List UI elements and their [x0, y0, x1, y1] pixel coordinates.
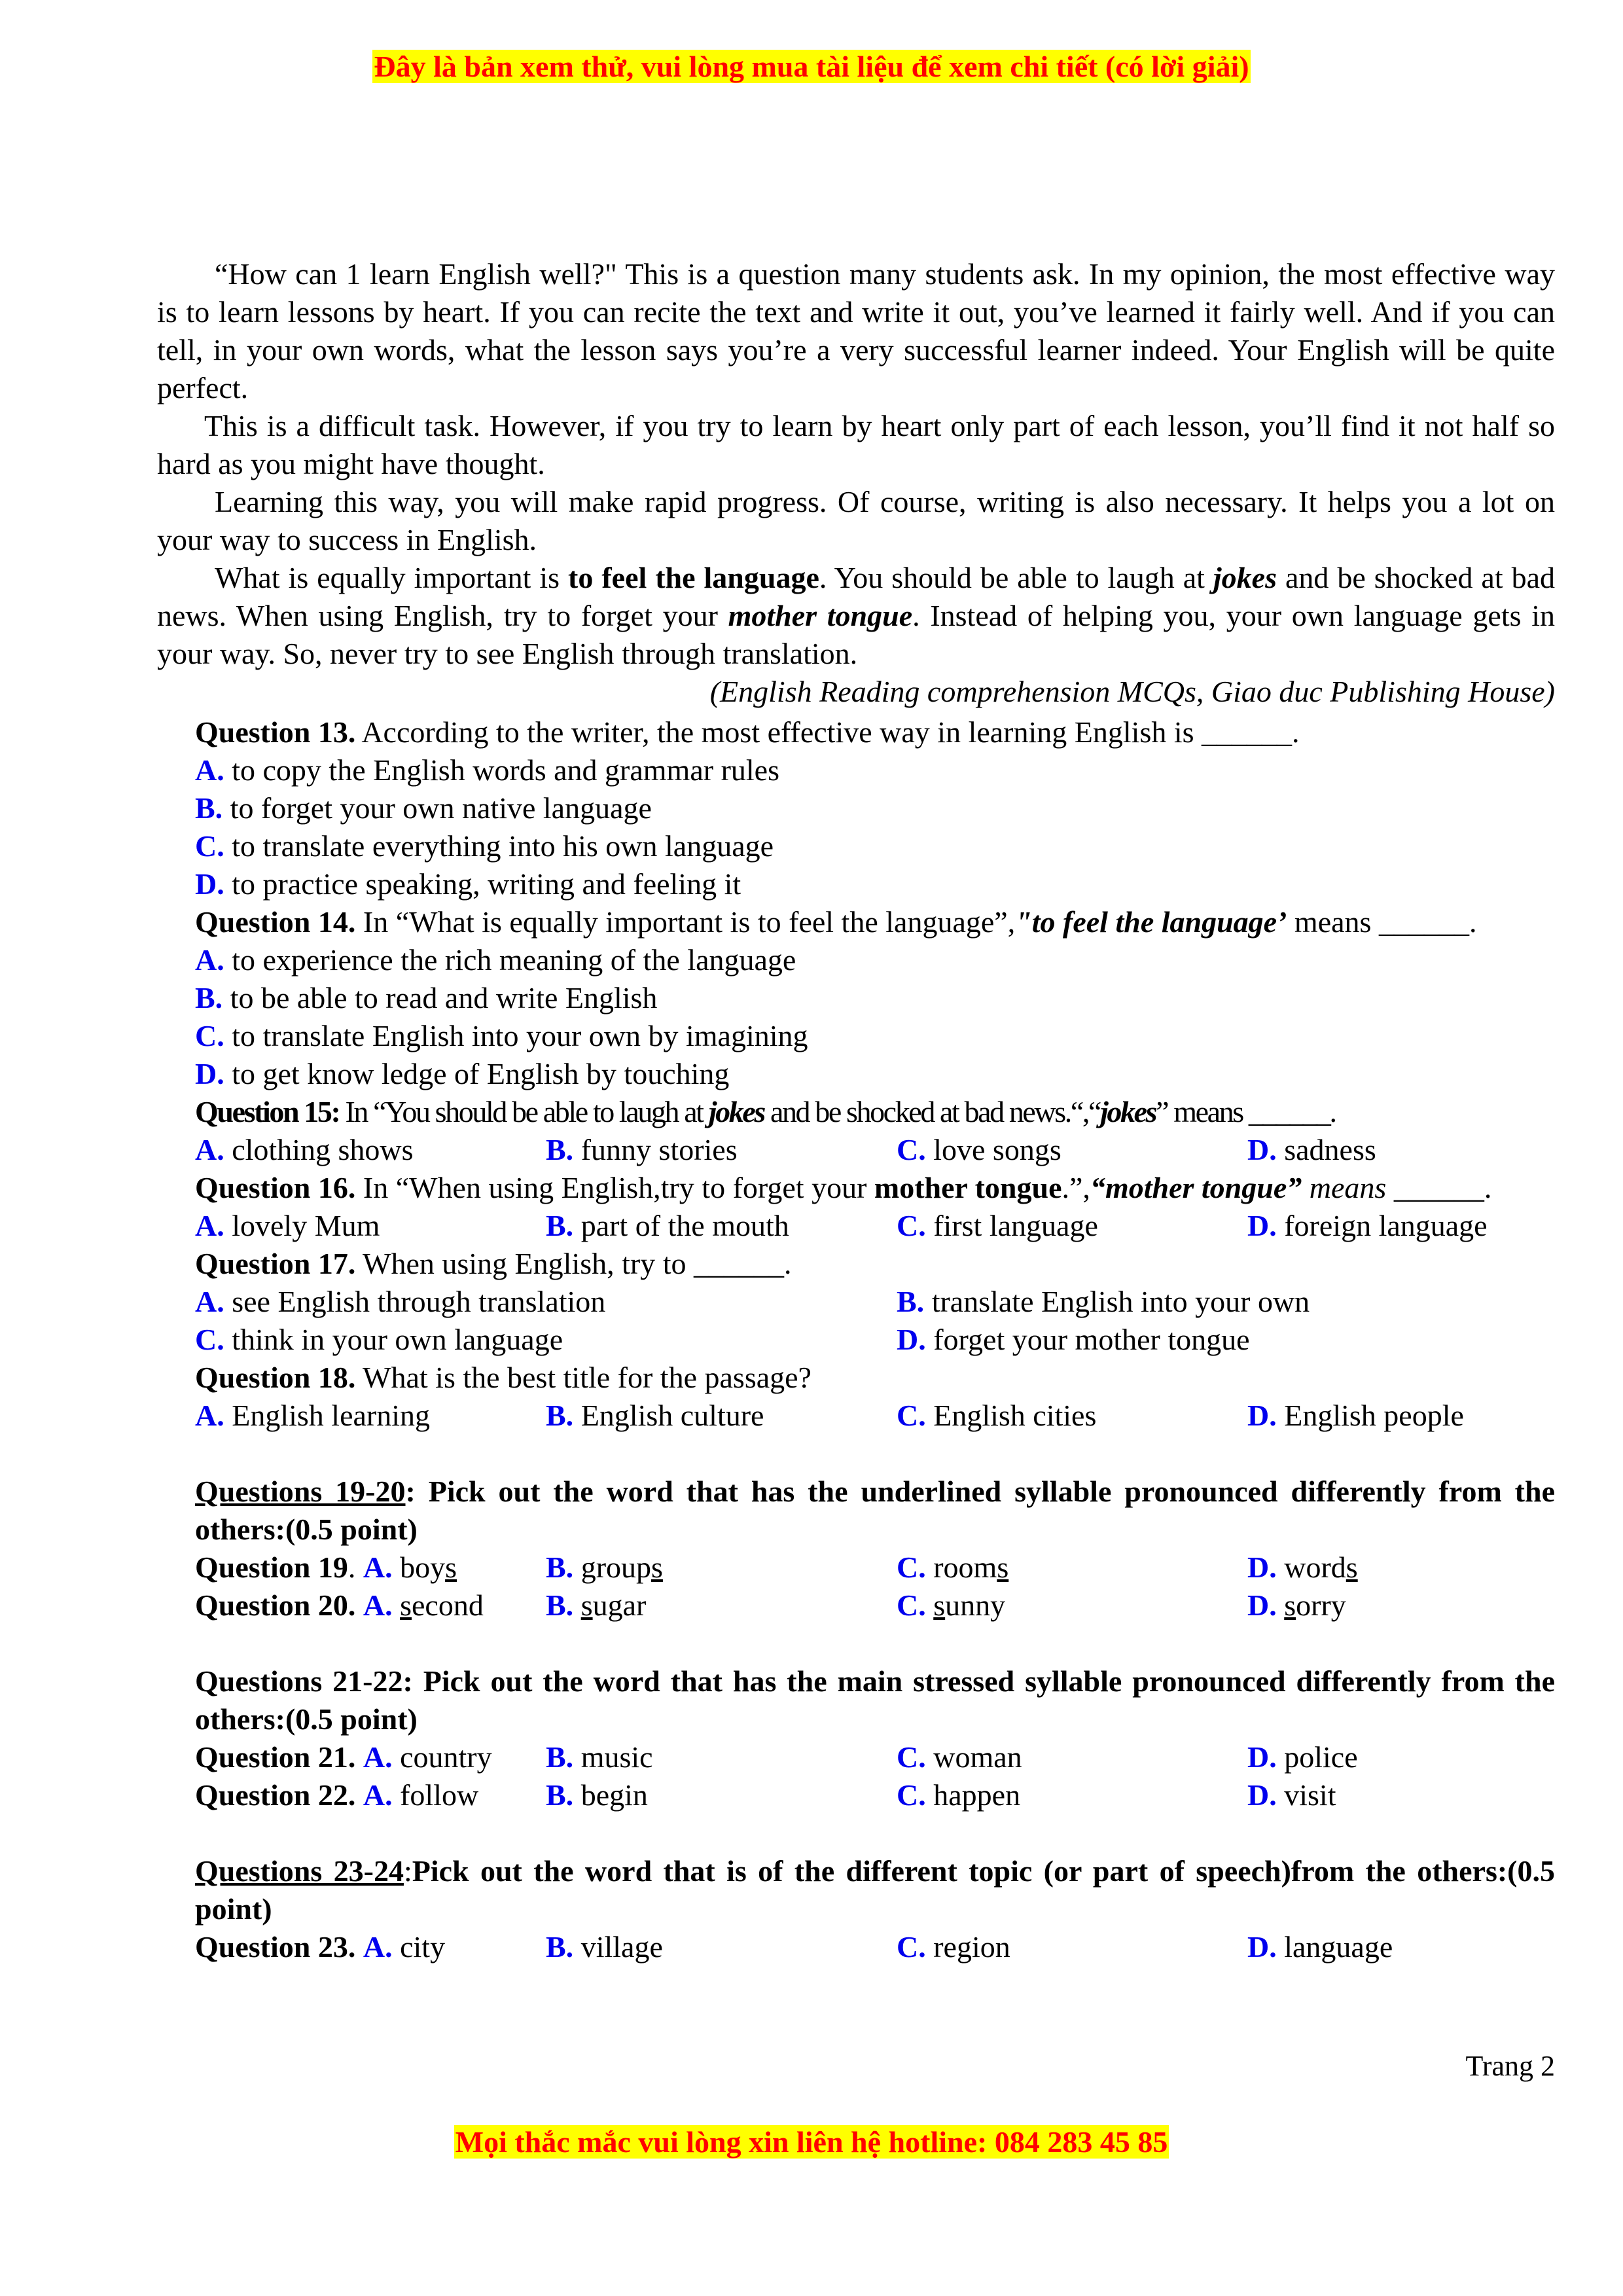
section-heading-23-24 — [195, 1852, 1555, 1928]
option-letter: C. — [897, 1399, 926, 1432]
option-text: to translate everything into his own language — [224, 829, 774, 863]
option-text: first language — [925, 1209, 1098, 1242]
text-run: and be shocked at bad news. When using English, try to forget your — [157, 561, 1556, 632]
question-label: Question 23. — [195, 1930, 356, 1964]
underlined-letter: s — [1284, 1588, 1296, 1622]
question-16 — [195, 1169, 1555, 1207]
option-letter: C. — [195, 829, 224, 863]
option-text: to translate English into your own by imagining — [224, 1019, 808, 1052]
question-list — [195, 713, 1555, 1966]
option-text: to copy the English words and grammar rules — [224, 753, 779, 787]
option-letter: C. — [897, 1778, 926, 1812]
option-14-a — [195, 941, 1555, 979]
question-text: means — [1302, 1171, 1387, 1204]
option-letter: B. — [546, 1133, 574, 1166]
quoted-phrase: "to feel the language’ — [1015, 905, 1287, 939]
option-text: follow — [392, 1778, 479, 1812]
quoted-word: jokes — [1100, 1095, 1156, 1128]
option-text: lovely Mum — [224, 1209, 380, 1242]
question-20 — [195, 1587, 1555, 1624]
option-letter: B. — [546, 1551, 574, 1584]
option-text: music — [573, 1740, 653, 1774]
option-20-a — [195, 1587, 546, 1624]
question-15 — [195, 1093, 1555, 1131]
option-text: orry — [1296, 1588, 1346, 1622]
question-label: Question 13. — [195, 715, 356, 749]
section-instruction: : Pick out the word that has the underlined syllable pronounced differently from the others:(0.5 point) — [195, 1475, 1555, 1546]
option-text: region — [925, 1930, 1010, 1964]
passage-paragraph-3: Learning this way, you will make rapid progress. Of course, writing is also necessary. It helps you a lot on your way to success in English. — [157, 485, 1555, 556]
answer-blank: ______. — [1386, 1171, 1492, 1204]
section-range: Questions 19-20 — [195, 1475, 406, 1508]
option-letter: B. — [897, 1285, 925, 1318]
bold-italic-phrase: mother tongue — [728, 599, 913, 632]
options-row-15 — [195, 1131, 1555, 1169]
option-letter: C. — [897, 1551, 926, 1584]
option-13-a — [195, 751, 1555, 789]
option-23-b — [546, 1928, 897, 1966]
option-letter: A. — [195, 753, 224, 787]
option-17-d — [897, 1321, 1598, 1359]
option-16-c — [897, 1207, 1247, 1245]
page-number: Trang 2 — [1465, 2050, 1555, 2082]
option-letter: C. — [897, 1930, 926, 1964]
bold-phrase: to feel the language — [568, 561, 819, 594]
option-text — [926, 1588, 934, 1622]
option-text: clothing shows — [224, 1133, 414, 1166]
option-letter: D. — [195, 867, 224, 901]
option-text: English cities — [925, 1399, 1097, 1432]
section-range: Questions 23-24 — [195, 1854, 404, 1888]
question-13 — [195, 713, 1555, 751]
option-14-b — [195, 979, 1555, 1017]
options-row-17-ab — [195, 1283, 1555, 1321]
option-letter: D. — [1247, 1551, 1277, 1584]
preview-banner — [0, 47, 1623, 86]
question-text: ” means ______. — [1156, 1095, 1336, 1128]
option-15-a — [195, 1131, 546, 1169]
question-text: and be shocked at bad news.“,“ — [764, 1095, 1100, 1128]
option-text: country — [392, 1740, 492, 1774]
option-text: visit — [1276, 1778, 1336, 1812]
option-letter: B. — [195, 981, 223, 1014]
passage-paragraph-1: “How can 1 learn English well?" This is a question many students ask. In my opinion, the most effective way is to learn lessons by heart. If you can recite the text and write it out, you’ve learned it fairly well. And if you can tell, in your own words, what the lesson says you’re a very successful learner indeed. Your English will be quite perfect. — [157, 257, 1555, 404]
option-letter: A. — [195, 1209, 224, 1242]
option-text: English people — [1276, 1399, 1464, 1432]
option-letter: D. — [897, 1323, 926, 1356]
preview-banner-text: Đây là bản xem thử, vui lòng mua tài liệu để xem chi tiết (có lời giải) — [374, 50, 1249, 83]
underlined-letter: s — [445, 1551, 457, 1584]
spacer — [195, 1435, 1555, 1473]
option-letter: C. — [897, 1133, 926, 1166]
option-letter: D. — [1247, 1778, 1277, 1812]
option-letter: B. — [546, 1740, 574, 1774]
option-text: word — [1276, 1551, 1346, 1584]
option-15-d — [1247, 1131, 1598, 1169]
question-label: Question 22. — [195, 1778, 356, 1812]
option-letter: C. — [897, 1588, 926, 1622]
passage-paragraph-4 — [157, 559, 1555, 673]
option-text: happen — [925, 1778, 1021, 1812]
bold-italic-word: jokes — [1213, 561, 1277, 594]
options-row-17-cd — [195, 1321, 1555, 1359]
option-14-c — [195, 1017, 1555, 1055]
passage-paragraph-2: This is a difficult task. However, if you try to learn by heart only part of each lesson, you’ll find it not half so hard as you might have thought. — [157, 409, 1555, 480]
option-text: think in your own language — [224, 1323, 563, 1356]
option-23-c — [897, 1928, 1247, 1966]
option-13-d — [195, 865, 1555, 903]
option-17-c — [195, 1321, 897, 1359]
option-15-c — [897, 1131, 1247, 1169]
option-letter: A. — [363, 1778, 393, 1812]
question-label: Question 17. — [195, 1247, 356, 1280]
option-letter: B. — [546, 1930, 574, 1964]
underlined-letter: s — [997, 1551, 1009, 1584]
question-text: In “You should be able to laugh at — [339, 1095, 709, 1128]
option-letter: D. — [1247, 1740, 1277, 1774]
option-letter: A. — [363, 1930, 393, 1964]
question-22 — [195, 1776, 1555, 1814]
option-text: language — [1276, 1930, 1393, 1964]
option-18-d — [1247, 1397, 1598, 1435]
underlined-letter: s — [651, 1551, 663, 1584]
option-16-b — [546, 1207, 897, 1245]
question-14 — [195, 903, 1555, 941]
option-23-d — [1247, 1928, 1598, 1966]
option-letter: B. — [546, 1778, 574, 1812]
option-letter: A. — [363, 1588, 393, 1622]
section-heading-19-20 — [195, 1473, 1555, 1549]
option-text: to practice speaking, writing and feeling it — [224, 867, 741, 901]
option-21-d — [1247, 1738, 1598, 1776]
text-run: . — [348, 1551, 363, 1584]
section-instruction: Pick out the word that is of the different topic (or part of speech)from the others:(0.5 point) — [195, 1854, 1555, 1926]
option-19-d — [1247, 1549, 1598, 1587]
option-letter: A. — [195, 1133, 224, 1166]
option-21-c — [897, 1738, 1247, 1776]
option-text: boy — [392, 1551, 446, 1584]
spacer — [195, 1814, 1555, 1852]
option-22-d — [1247, 1776, 1598, 1814]
question-label: Question 14. — [195, 905, 356, 939]
option-text: begin — [573, 1778, 648, 1812]
text-run: . Instead of helping you, your own language gets in your way. So, never try to see English through translation. — [157, 599, 1556, 670]
option-text: translate English into your own — [924, 1285, 1310, 1318]
question-text: In “What is equally important is to feel the language”, — [355, 905, 1016, 939]
option-letter: A. — [363, 1551, 393, 1584]
option-text — [1277, 1588, 1285, 1622]
option-22-a — [195, 1776, 546, 1814]
option-text: to get know ledge of English by touching — [224, 1057, 730, 1090]
option-20-c — [897, 1587, 1247, 1624]
option-text: sadness — [1276, 1133, 1376, 1166]
option-15-b — [546, 1131, 897, 1169]
question-17 — [195, 1245, 1555, 1283]
text-run: . You should be able to laugh at — [819, 561, 1213, 594]
underlined-letter: s — [400, 1588, 412, 1622]
reading-passage — [157, 255, 1555, 711]
bold-phrase: mother tongue — [874, 1171, 1062, 1204]
question-text: What is the best title for the passage? — [355, 1361, 812, 1394]
option-letter: A. — [195, 943, 224, 977]
option-17-b — [897, 1283, 1598, 1321]
option-letter: D. — [1247, 1399, 1277, 1432]
option-22-c — [897, 1776, 1247, 1814]
option-text: to experience the rich meaning of the language — [224, 943, 796, 977]
option-19-c — [897, 1549, 1247, 1587]
option-letter: A. — [195, 1285, 224, 1318]
question-label: Question 16. — [195, 1171, 356, 1204]
option-letter: D. — [1247, 1133, 1277, 1166]
option-letter: D. — [195, 1057, 224, 1090]
option-text: village — [573, 1930, 663, 1964]
hotline-banner-text: Mọi thắc mắc vui lòng xin liên hệ hotline: 084 283 45 85 — [455, 2125, 1168, 2159]
question-text: When using English, try to ______. — [355, 1247, 792, 1280]
option-letter: A. — [363, 1740, 393, 1774]
option-14-d — [195, 1055, 1555, 1093]
option-letter: D. — [1247, 1588, 1277, 1622]
option-letter: C. — [195, 1323, 224, 1356]
option-16-d — [1247, 1207, 1598, 1245]
underlined-letter: s — [580, 1588, 593, 1622]
option-20-b — [546, 1587, 897, 1624]
question-text: In “When using English,try to forget your — [355, 1171, 874, 1204]
hotline-banner — [0, 2123, 1623, 2162]
option-text: English learning — [224, 1399, 431, 1432]
passage-source: (English Reading comprehension MCQs, Giao duc Publishing House) — [709, 675, 1555, 708]
option-text: to be able to read and write English — [223, 981, 658, 1014]
option-text: foreign language — [1276, 1209, 1488, 1242]
option-text: funny stories — [573, 1133, 738, 1166]
option-text: woman — [925, 1740, 1022, 1774]
option-19-a — [195, 1549, 546, 1587]
option-letter: C. — [897, 1209, 926, 1242]
option-letter: B. — [546, 1209, 574, 1242]
text-run: What is equally important is — [215, 561, 569, 594]
question-text: .”, — [1061, 1171, 1090, 1204]
underlined-letter: s — [1346, 1551, 1358, 1584]
section-heading-21-22: Questions 21-22: Pick out the word that has the main stressed syllable pronounced differently from the others:(0.5 point) — [195, 1664, 1555, 1736]
question-label: Question 21. — [195, 1740, 356, 1774]
question-21 — [195, 1738, 1555, 1776]
option-18-b — [546, 1397, 897, 1435]
options-row-16 — [195, 1207, 1555, 1245]
option-text — [573, 1588, 581, 1622]
option-letter: A. — [195, 1399, 224, 1432]
option-21-a — [195, 1738, 546, 1776]
option-23-a — [195, 1928, 546, 1966]
question-label: Question 19 — [195, 1551, 348, 1584]
option-text: police — [1276, 1740, 1358, 1774]
option-20-d — [1247, 1587, 1598, 1624]
option-text: love songs — [925, 1133, 1061, 1166]
quoted-phrase: “mother tongue” — [1090, 1171, 1302, 1204]
option-text: econd — [412, 1588, 484, 1622]
question-18 — [195, 1359, 1555, 1397]
option-text: group — [573, 1551, 652, 1584]
option-16-a — [195, 1207, 546, 1245]
question-19 — [195, 1549, 1555, 1587]
question-label: Question 20. — [195, 1588, 356, 1622]
option-letter: C. — [897, 1740, 926, 1774]
option-text: forget your mother tongue — [925, 1323, 1250, 1356]
option-letter: D. — [1247, 1930, 1277, 1964]
question-23 — [195, 1928, 1555, 1966]
question-label: Question 15: — [195, 1095, 340, 1128]
option-18-c — [897, 1397, 1247, 1435]
option-text: part of the mouth — [573, 1209, 789, 1242]
option-13-c — [195, 827, 1555, 865]
option-text: see English through translation — [224, 1285, 606, 1318]
option-21-b — [546, 1738, 897, 1776]
question-text: means ______. — [1287, 905, 1477, 939]
question-text: According to the writer, the most effective way in learning English is ______. — [355, 715, 1300, 749]
option-letter: B. — [546, 1399, 574, 1432]
option-text: room — [925, 1551, 997, 1584]
quoted-word: jokes — [708, 1095, 764, 1128]
option-letter: B. — [195, 791, 223, 825]
options-row-18 — [195, 1397, 1555, 1435]
option-17-a — [195, 1283, 897, 1321]
option-18-a — [195, 1397, 546, 1435]
option-text: unny — [945, 1588, 1006, 1622]
option-13-b — [195, 789, 1555, 827]
option-22-b — [546, 1776, 897, 1814]
text-run: : — [403, 1854, 412, 1888]
spacer — [195, 1624, 1555, 1662]
option-text: city — [392, 1930, 446, 1964]
option-letter: B. — [546, 1588, 574, 1622]
option-text: to forget your own native language — [223, 791, 652, 825]
question-label: Question 18. — [195, 1361, 356, 1394]
option-text — [393, 1588, 401, 1622]
option-letter: C. — [195, 1019, 224, 1052]
option-19-b — [546, 1549, 897, 1587]
option-text: ugar — [592, 1588, 647, 1622]
underlined-letter: s — [933, 1588, 946, 1622]
option-text: English culture — [573, 1399, 764, 1432]
option-letter: D. — [1247, 1209, 1277, 1242]
